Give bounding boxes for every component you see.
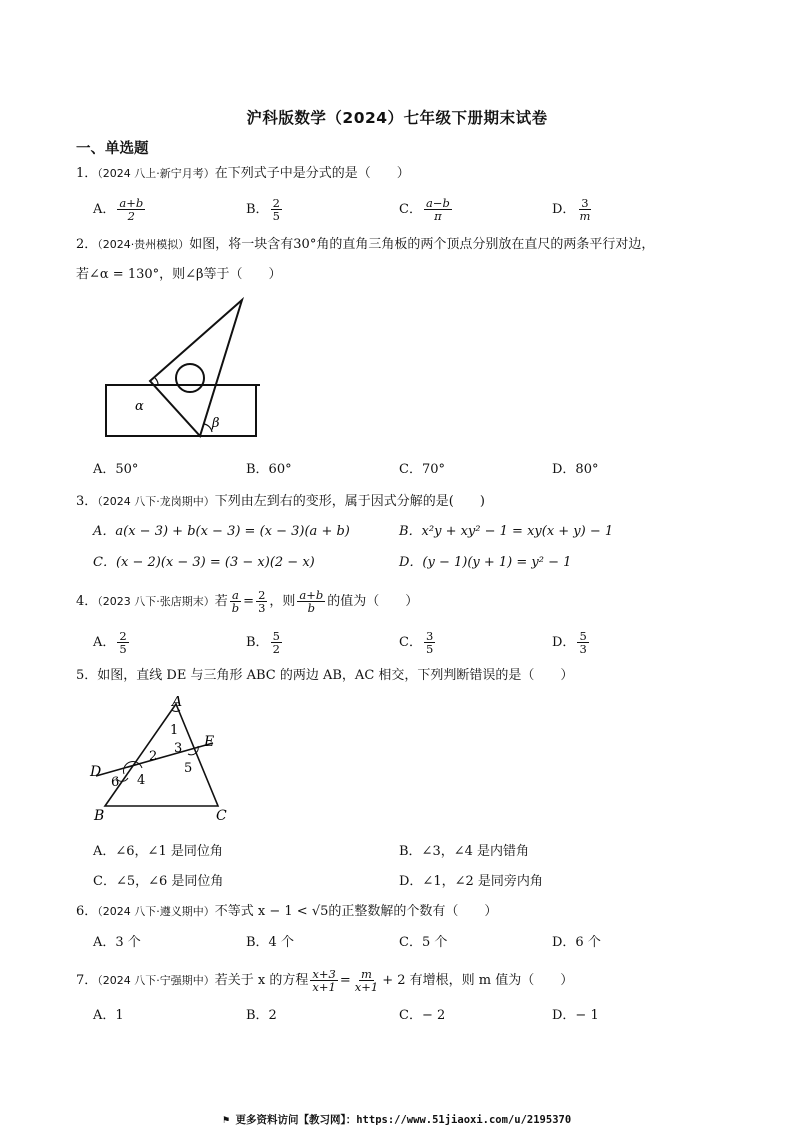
fraction: $\frac{a+b}{2}$ xyxy=(119,196,144,223)
fraction: $\frac{m}{x+1}$ xyxy=(354,967,379,994)
q6-option-c[interactable]: C．5 个 xyxy=(399,935,448,950)
q1-option-c[interactable]: C． $\frac{a-b}{\pi}$ xyxy=(399,196,450,223)
question-number: 6． xyxy=(76,904,98,919)
angle-2: 2 xyxy=(149,749,158,764)
question-text: 在下列式子中是分式的是（ ） xyxy=(214,166,410,181)
question-number: 3． xyxy=(76,494,98,509)
q7-option-c[interactable]: C．− 2 xyxy=(399,1008,446,1023)
set-square xyxy=(150,300,242,436)
q4-option-a[interactable]: A． $\frac{2}{5}$ xyxy=(93,629,127,656)
q5-option-d[interactable]: D．∠1，∠2 是同旁内角 xyxy=(399,874,543,889)
question-source: （2024 八上·新宁月考） xyxy=(97,167,215,180)
angle-3: 3 xyxy=(174,741,183,756)
q5-option-b[interactable]: B．∠3，∠4 是内错角 xyxy=(399,844,530,859)
question-6 xyxy=(76,902,497,922)
ruler-triangle-figure xyxy=(100,292,270,442)
q6-option-d[interactable]: D．6 个 xyxy=(552,935,601,950)
label-c: C xyxy=(216,808,227,824)
q3-option-b[interactable]: B．x²y + xy² − 1 = xy(x + y) − 1 xyxy=(399,524,614,539)
q4-option-b[interactable]: B． $\frac{5}{2}$ xyxy=(246,629,280,656)
angle-1: 1 xyxy=(170,723,179,738)
question-source: （2023 八下·张店期末） xyxy=(97,595,215,608)
label-d: D xyxy=(90,764,102,780)
q3-option-c[interactable]: C．(x − 2)(x − 3) = (3 − x)(2 − x) xyxy=(93,555,315,570)
q2-option-d[interactable]: D．80° xyxy=(552,462,599,477)
question-source: （2024·贵州模拟） xyxy=(97,238,190,251)
question-number: 1． xyxy=(76,166,98,181)
q7-option-d[interactable]: D．− 1 xyxy=(552,1008,599,1023)
question-text: 如图，直线 DE 与三角形 ABC 的两边 AB，AC 相交，下列判断错误的是（ ） xyxy=(97,668,574,683)
question-4: 4．（2023 八下·张店期末）若 $\frac{a}{b}$ = $\frac{2}{3}$ ，则 $\frac{a+b}{b}$ 的值为（ ） xyxy=(76,588,419,615)
fraction: $\frac{2}{5}$ xyxy=(272,196,280,223)
label-a: A xyxy=(172,696,183,710)
q2-option-a[interactable]: A．50° xyxy=(93,462,139,477)
q2-option-b[interactable]: B．60° xyxy=(246,462,292,477)
question-2-line2: 若∠α = 130°，则∠β等于（ ） xyxy=(76,267,282,282)
question-text: 不等式 x − 1 < √5的正整数解的个数有（ ） xyxy=(214,904,498,919)
question-text: 如图，将一块含有30°角的直角三角板的两个顶点分别放在直尺的两条平行对边， xyxy=(189,237,655,252)
question-text: 下列由左到右的变形，属于因式分解的是( ) xyxy=(214,494,485,509)
fraction: $\frac{x+3}{x+1}$ xyxy=(312,967,336,994)
angle-5: 5 xyxy=(184,761,193,776)
fraction: $\frac{3}{m}$ xyxy=(579,196,591,223)
q3-option-a[interactable]: A．a(x − 3) + b(x − 3) = (x − 3)(a + b) xyxy=(93,524,350,539)
fraction: $\frac{3}{5}$ xyxy=(425,629,434,656)
q7-option-a[interactable]: A．1 xyxy=(93,1008,124,1023)
question-number: 2． xyxy=(76,237,98,252)
alpha-label: α xyxy=(135,399,144,414)
page-title: 沪科版数学（2024）七年级下册期末试卷 xyxy=(246,109,548,127)
q2-option-c[interactable]: C．70° xyxy=(399,462,445,477)
angle-6: 6 xyxy=(111,775,120,790)
flag-icon: ⚑ xyxy=(222,1114,230,1126)
q1-option-a[interactable]: A． $\frac{a+b}{2}$ xyxy=(93,196,144,223)
beta-arc xyxy=(204,424,212,432)
triangle-abc xyxy=(105,704,218,806)
question-3 xyxy=(76,492,485,512)
question-number: 4． xyxy=(76,594,98,609)
section-heading: 一、单选题 xyxy=(76,141,149,157)
angle-4: 4 xyxy=(137,773,146,788)
q1-option-b[interactable]: B． $\frac{2}{5}$ xyxy=(246,196,280,223)
question-7: 7．（2024 八下·宁强期中）若关于 x 的方程 $\frac{x+3}{x+1}$ = $\frac{m}{x+1}$ + 2 有增根，则 m 值为（ ） xyxy=(76,967,574,994)
fraction: $\frac{a}{b}$ xyxy=(231,588,240,615)
fraction: $\frac{a+b}{b}$ xyxy=(299,588,324,615)
fraction: $\frac{5}{3}$ xyxy=(579,629,587,656)
q3-option-d[interactable]: D．(y − 1)(y + 1) = y² − 1 xyxy=(399,555,572,570)
question-number: 7． xyxy=(76,973,98,988)
q7-option-b[interactable]: B．2 xyxy=(246,1008,277,1023)
q5-option-a[interactable]: A．∠6，∠1 是同位角 xyxy=(93,844,223,859)
question-5 xyxy=(76,666,573,686)
q5-option-c[interactable]: C．∠5，∠6 是同位角 xyxy=(93,874,224,889)
label-e: E xyxy=(204,734,215,750)
label-b: B xyxy=(94,808,105,824)
question-source: （2024 八下·遵义期中） xyxy=(97,905,215,918)
triangle-figure xyxy=(88,696,238,826)
fraction: $\frac{a-b}{\pi}$ xyxy=(425,196,450,223)
question-source: （2024 八下·宁强期中） xyxy=(97,974,215,987)
question-1 xyxy=(76,164,410,184)
question-number: 5． xyxy=(76,668,98,683)
fraction: $\frac{5}{2}$ xyxy=(272,629,280,656)
q1-option-d[interactable]: D． $\frac{3}{m}$ xyxy=(552,196,591,223)
beta-label: β xyxy=(212,416,220,431)
q4-option-d[interactable]: D． $\frac{5}{3}$ xyxy=(552,629,587,656)
q6-option-b[interactable]: B．4 个 xyxy=(246,935,294,950)
question-source: （2024 八下·龙岗期中） xyxy=(97,495,215,508)
q4-option-c[interactable]: C． $\frac{3}{5}$ xyxy=(399,629,434,656)
fraction: $\frac{2}{5}$ xyxy=(119,629,127,656)
question-2 xyxy=(76,235,654,255)
footer-link[interactable]: ⚑ 更多资料访问【教习网】：https://www.51jiaoxi.com/u/2195370 xyxy=(222,1114,572,1126)
q6-option-a[interactable]: A．3 个 xyxy=(93,935,141,950)
fraction: $\frac{2}{3}$ xyxy=(258,588,266,615)
